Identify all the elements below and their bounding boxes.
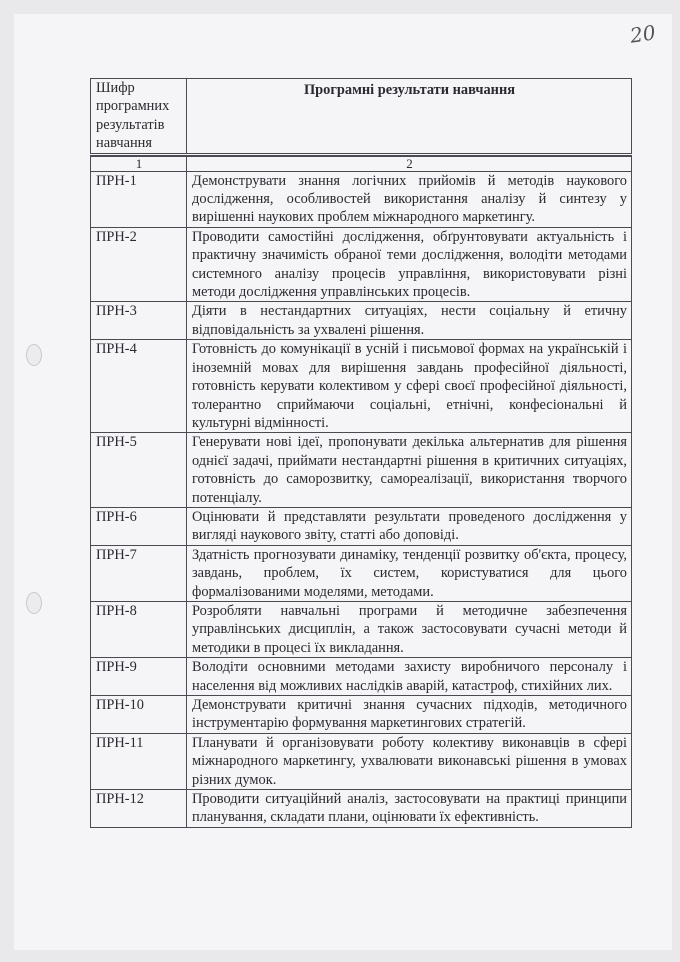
outcome-description: Планувати й організовувати роботу колективу виконавців в сфері міжнародного маркетингу, ухвалювати виконавські рішення в умовах різних думок. (187, 733, 632, 789)
outcome-description: Проводити ситуаційний аналіз, застосовувати на практиці принципи планування, складати плани, оцінювати їх ефективність. (187, 790, 632, 828)
table-row (91, 658, 632, 696)
outcome-code: ПРН-5 (91, 433, 187, 508)
outcome-description: Демонструвати знання логічних прийомів й методів наукового дослідження, особливостей використання аналізу й синтезу у вирішенні наукових проблем міжнародного маркетингу. (187, 171, 632, 227)
outcome-description: Розробляти навчальні програми й методичне забезпечення управлінських дисциплін, а також застосовувати сучасні методи й методики в процесі їх викладання. (187, 601, 632, 657)
outcome-description: Демонструвати критичні знання сучасних підходів, методичного інструментарію формування маркетингових стратегій. (187, 696, 632, 734)
column-number: 1 (91, 156, 187, 171)
outcome-code: ПРН-8 (91, 601, 187, 657)
table-row (91, 340, 632, 433)
learning-outcomes-table (90, 78, 632, 828)
table-row (91, 601, 632, 657)
table-row (91, 433, 632, 508)
table-row (91, 696, 632, 734)
table-row (91, 227, 632, 302)
outcome-code: ПРН-10 (91, 696, 187, 734)
table-row (91, 545, 632, 601)
table-row (91, 790, 632, 828)
header-title: Програмні результати навчання (187, 79, 632, 155)
outcome-description: Діяти в нестандартних ситуаціях, нести соціальну й етичну відповідальність за ухвалені рішення. (187, 302, 632, 340)
outcome-code: ПРН-12 (91, 790, 187, 828)
outcome-code: ПРН-9 (91, 658, 187, 696)
outcome-code: ПРН-11 (91, 733, 187, 789)
handwritten-page-number: 20 (628, 20, 657, 48)
outcome-description: Оцінювати й представляти результати проведеного дослідження у вигляді наукового звіту, статті або доповіді. (187, 507, 632, 545)
outcome-description: Генерувати нові ідеї, пропонувати декілька альтернатив для рішення однієї задачі, приймати нестандартні рішення в критичних ситуаціях, готовність до саморозвитку, самореалізації, використання творчого потенціалу. (187, 433, 632, 508)
column-number-row (91, 156, 632, 171)
table-row (91, 507, 632, 545)
outcome-description: Володіти основними методами захисту виробничого персоналу і населення від можливих наслідків аварій, катастроф, стихійних лих. (187, 658, 632, 696)
table-row (91, 733, 632, 789)
outcome-code: ПРН-1 (91, 171, 187, 227)
table-row (91, 302, 632, 340)
header-code: Шифр програмних результатів навчання (91, 79, 187, 155)
outcome-code: ПРН-7 (91, 545, 187, 601)
outcome-description: Здатність прогнозувати динаміку, тенденції розвитку об'єкта, процесу, завдань, проблем, їх систем, користуватися для цього формалізованими моделями, методами. (187, 545, 632, 601)
outcome-description: Проводити самостійні дослідження, обґрунтовувати актуальність і практичну значимість обраної теми дослідження, володіти методами системного аналізу процесів управління, використовувати різні методи дослідження управлінських процесів. (187, 227, 632, 302)
outcome-code: ПРН-6 (91, 507, 187, 545)
table-row (91, 171, 632, 227)
outcome-code: ПРН-4 (91, 340, 187, 433)
outcome-code: ПРН-3 (91, 302, 187, 340)
column-number: 2 (187, 156, 632, 171)
table-header-row (91, 79, 632, 155)
outcome-description: Готовність до комунікації в усній і письмової формах на українській і іноземній мовах для вирішення завдань професійної діяльності, готовність керувати колективом у сфері своєї професійної діяльності, толерантно сприймаючи соціальні, етнічні, конфесіональні й культурні відмінності. (187, 340, 632, 433)
punch-hole (26, 592, 42, 614)
outcome-code: ПРН-2 (91, 227, 187, 302)
punch-hole (26, 344, 42, 366)
